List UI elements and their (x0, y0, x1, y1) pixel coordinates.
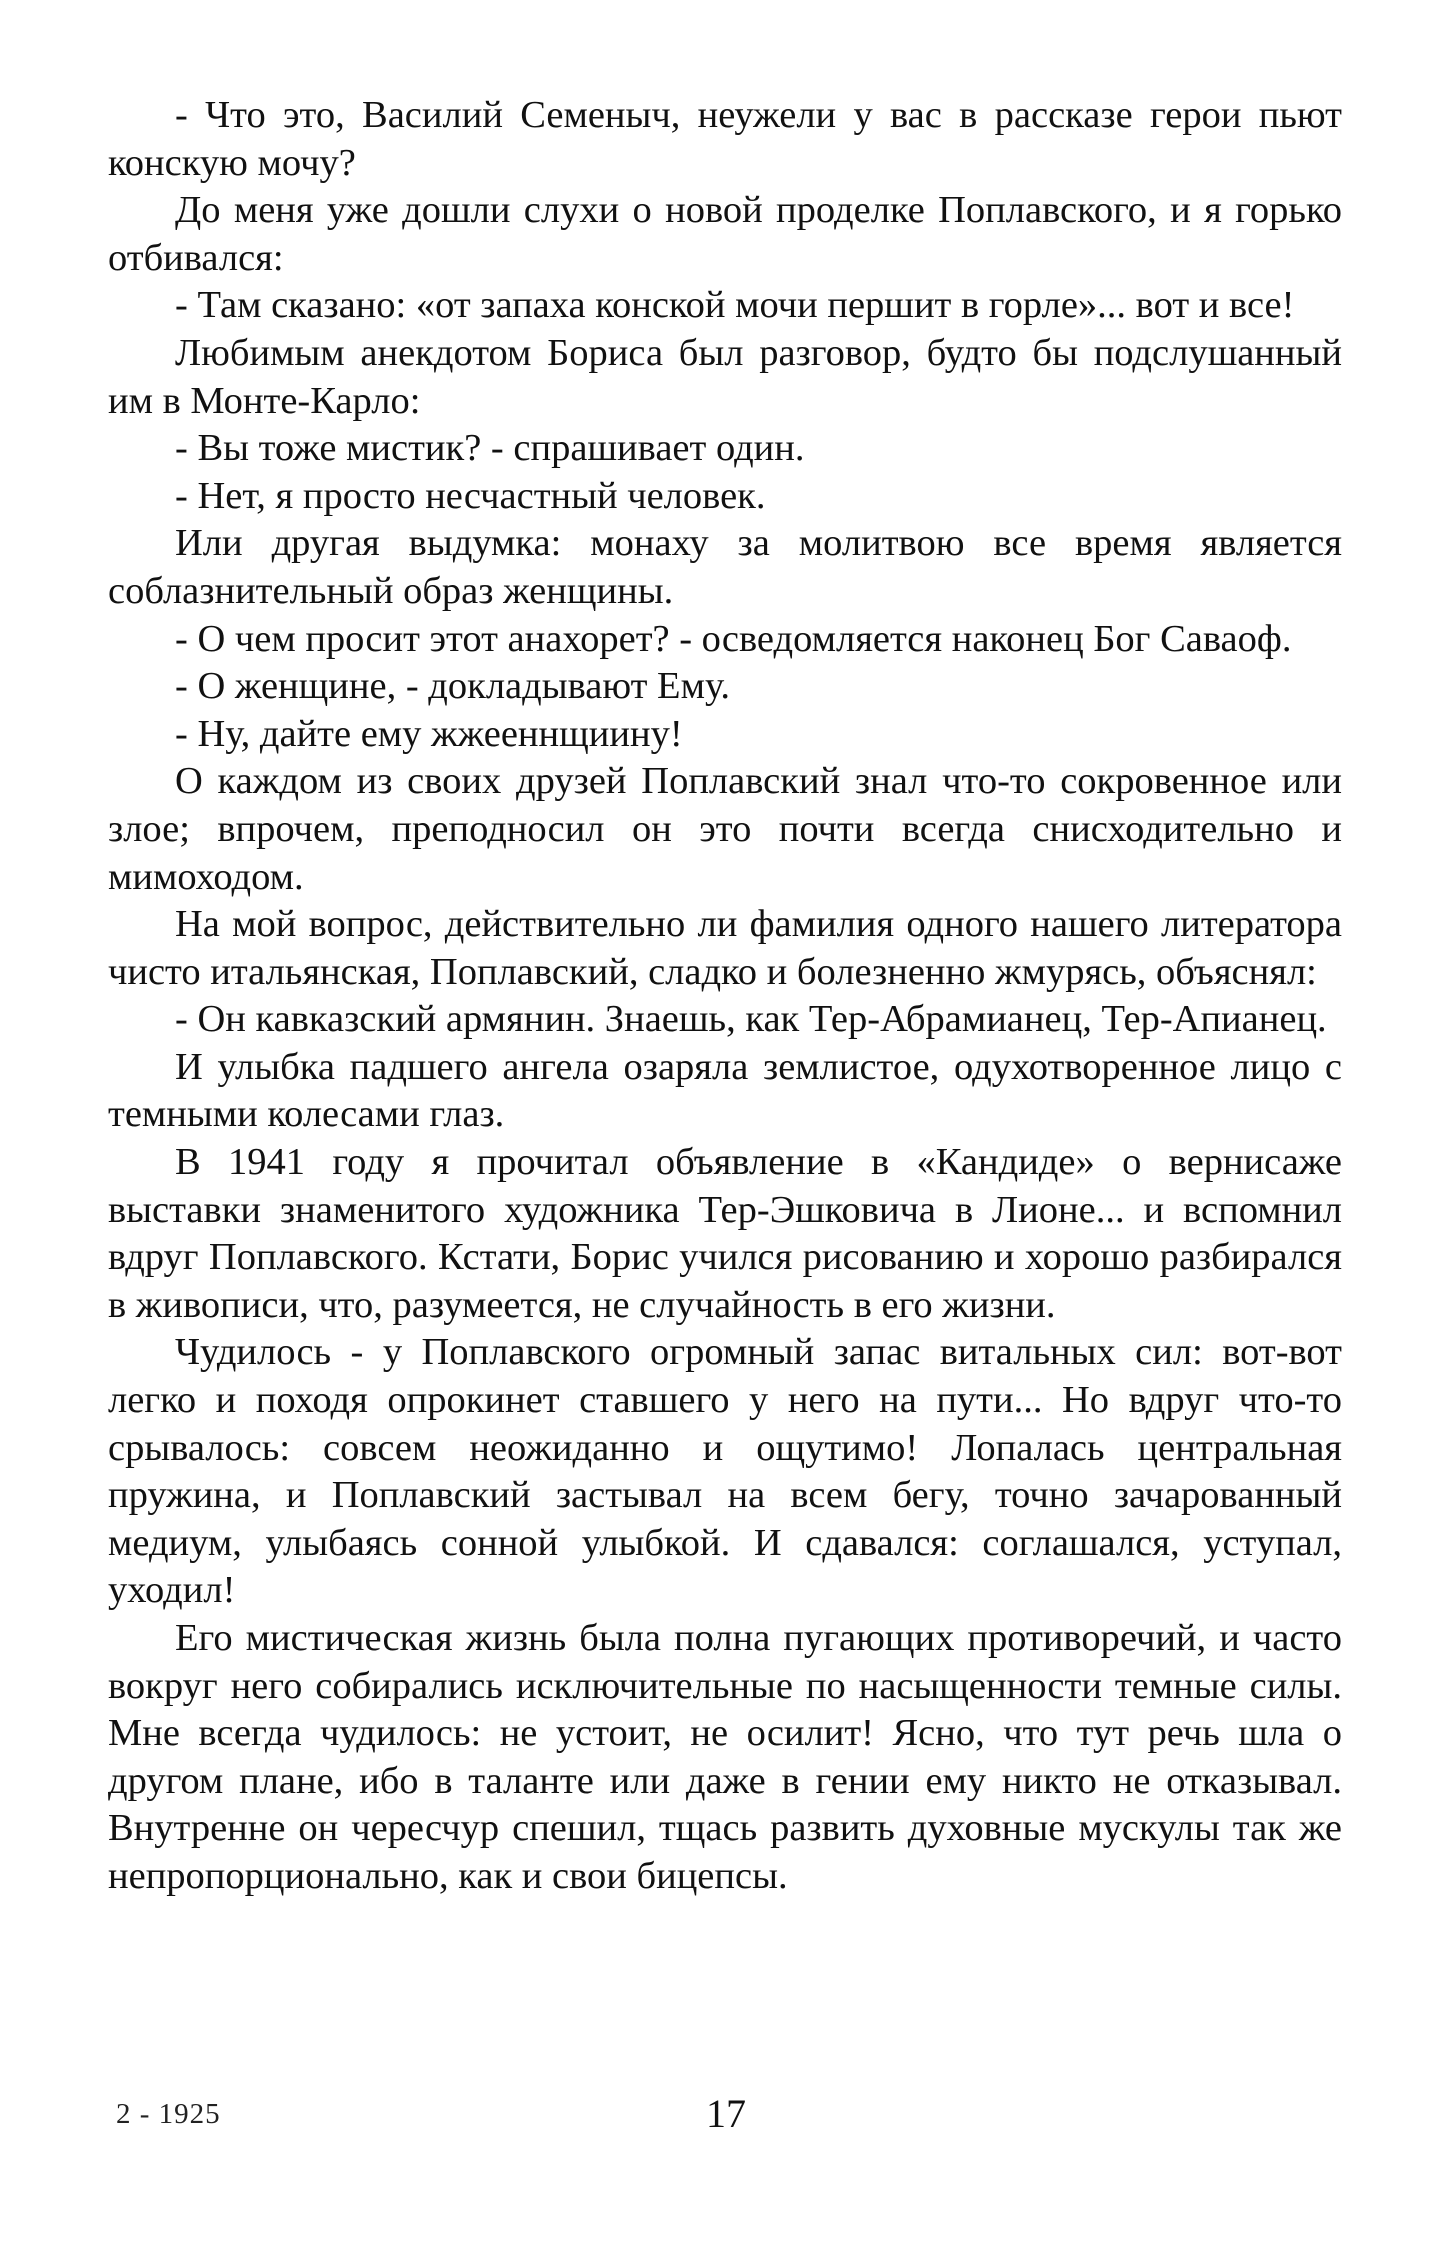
paragraph: - Вы тоже мистик? - спрашивает один. (175, 427, 805, 470)
paragraph: На мой вопрос, действительно ли фамилия одного нашего литератора чисто итальянская, Поплавский, сладко и болезненно жмурясь, объяснял: (108, 903, 1342, 993)
paragraph: Любимым анекдотом Бориса был разговор, будто бы подслушанный им в Монте-Карло: (108, 331, 1342, 422)
paragraph: - Там сказано: «от запаха конской мочи першит в горле»... вот и все! (175, 284, 1295, 327)
paragraph: Его мистическая жизнь была полна пугающих противоречий, и часто вокруг него собирались исключительные по насыщенности темные силы. Мне всегда чудилось: не устоит, не осилит! Ясно, что тут речь шла о другом плане, ибо в таланте или даже в гении ему никто не отказывал. Внутренне он чересчур спешил, тщась развить духовные мускулы так же непропорционально, как и свои бицепсы. (108, 1617, 1342, 1897)
paragraph: - Нет, я просто несчастный человек. (175, 474, 766, 517)
paragraph: Чудилось - у Поплавского огромный запас витальных сил: вот-вот легко и походя опрокинет ставшего у него на пути... Но вдруг что-то срывалось: совсем неожиданно и ощутимо! Лопалась центральная пружина, и Поплавский застывал на всем бегу, точно зачарованный медиум, улыбаясь сонной улыбкой. И сдавался: соглашался, уступал, уходил! (108, 1331, 1342, 1612)
paragraph: - О чем просит этот анахорет? - осведомляется наконец Бог Саваоф. (175, 617, 1292, 660)
paragraph: - Что это, Василий Семеныч, неужели у вас в рассказе герои пьют конскую мочу? (108, 94, 1342, 184)
body-text (108, 92, 1342, 1901)
paragraph: И улыбка падшего ангела озаряла землистое, одухотворенное лицо с темными колесами глаз. (108, 1045, 1342, 1136)
paragraph: До меня уже дошли слухи о новой проделке Поплавского, и я горько отбивался: (108, 189, 1342, 279)
paragraph: - Ну, дайте ему жжееннщиину! (175, 712, 683, 755)
printer-signature: 2 - 1925 (116, 2098, 221, 2130)
paragraph: - О женщине, - докладывают Ему. (175, 665, 730, 708)
paragraph: - Он кавказский армянин. Знаешь, как Тер-Абрамианец, Тер-Апианец. (175, 998, 1327, 1041)
paragraph: О каждом из своих друзей Поплавский знал что-то сокровенное или злое; впрочем, преподносил он это почти всегда снисходительно и мимоходом. (108, 760, 1342, 898)
paragraph: В 1941 году я прочитал объявление в «Кандиде» о вернисаже выставки знаменитого художника Тер-Эшковича в Лионе... и вспомнил вдруг Поплавского. Кстати, Борис учился рисованию и хорошо разбирался в живописи, что, разумеется, не случайность в его жизни. (108, 1141, 1342, 1326)
page-number: 17 (706, 2091, 746, 2136)
paragraph: Или другая выдумка: монаху за молитвою все время является соблазнительный образ женщины. (108, 522, 1342, 612)
